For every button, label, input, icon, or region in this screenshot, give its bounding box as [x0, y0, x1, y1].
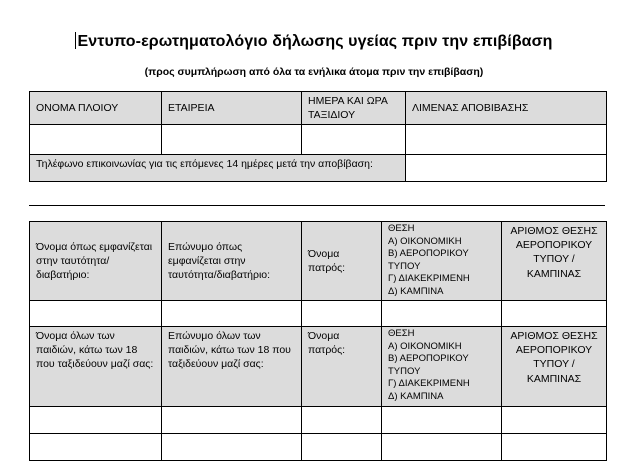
separator-line [29, 205, 605, 206]
trip-info-table [29, 91, 607, 182]
disembark-port-header: ΛΙΜΕΝΑΣ ΑΠΟΒΙΒΑΣΗΣ [406, 92, 607, 125]
children-seat-number-field-1[interactable] [502, 407, 607, 434]
children-last-name-header: Επώνυμο όλων των παιδιών, κάτω των 18 που ταξιδεύουν μαζί σας: [162, 327, 302, 407]
children-first-name-field-1[interactable] [30, 407, 162, 434]
page-subtitle: (προς συμπλήρωση από όλα τα ενήλικα άτομα πριν την επιβίβαση) [144, 66, 484, 78]
adult-seat-number-field[interactable] [502, 301, 607, 327]
children-last-name-field-1[interactable] [162, 407, 302, 434]
adult-last-name-field[interactable] [162, 301, 302, 327]
children-father-name-field-2[interactable] [302, 434, 382, 461]
adult-first-name-field[interactable] [30, 301, 162, 327]
adult-first-name-header: Όνομα όπως εμφανίζεται στην ταυτότητα/ διαβατήριο: [30, 222, 162, 301]
date-time-header: ΗΜΕΡΑ ΚΑΙ ΩΡΑ ΤΑΞΙΔΙΟΥ [302, 92, 406, 125]
phone-field[interactable] [406, 155, 607, 182]
children-seat-class-field-1[interactable] [382, 407, 502, 434]
children-last-name-field-2[interactable] [162, 434, 302, 461]
children-father-name-field-1[interactable] [302, 407, 382, 434]
children-seat-number-field-2[interactable] [502, 434, 607, 461]
page-title-text: Εντυπο-ερωτηματολόγιο δήλωσης υγείας πριν την επιβίβαση [77, 33, 553, 50]
phone-label: Τηλέφωνο επικοινωνίας για τις επόμενες 14 ημέρες μετά την αποβίβαση: [30, 155, 406, 182]
page-title [0, 32, 628, 51]
children-seat-class-header: ΘΕΣΗ Α) ΟΙΚΟΝΟΜΙΚΗ Β) ΑΕΡΟΠΟΡΙΚΟΥ ΤΥΠΟΥ Γ) ΔΙΑΚΕΚΡΙΜΕΝΗ Δ) ΚΑΜΠΙΝΑ [382, 327, 502, 407]
adult-father-name-header: Όνομα πατρός: [302, 222, 382, 301]
adult-seat-class-header: ΘΕΣΗ Α) ΟΙΚΟΝΟΜΙΚΗ Β) ΑΕΡΟΠΟΡΙΚΟΥ ΤΥΠΟΥ Γ) ΔΙΑΚΕΚΡΙΜΕΝΗ Δ) ΚΑΜΠΙΝΑ [382, 222, 502, 301]
adult-father-name-field[interactable] [302, 301, 382, 327]
passenger-table [29, 221, 607, 461]
company-header: ΕΤΑΙΡΕΙΑ [162, 92, 302, 125]
ship-name-header: ΟΝΟΜΑ ΠΛΟΙΟΥ [30, 92, 162, 125]
children-first-name-header: Όνομα όλων των παιδιών, κάτω των 18 που ταξιδεύουν μαζί σας: [30, 327, 162, 407]
children-first-name-field-2[interactable] [30, 434, 162, 461]
children-seat-number-header: ΑΡΙΘΜΟΣ ΘΕΣΗΣ ΑΕΡΟΠΟΡΙΚΟΥ ΤΥΠΟΥ / ΚΑΜΠΙΝΑΣ [502, 327, 607, 407]
adult-seat-number-header: ΑΡΙΘΜΟΣ ΘΕΣΗΣ ΑΕΡΟΠΟΡΙΚΟΥ ΤΥΠΟΥ / ΚΑΜΠΙΝΑΣ [502, 222, 607, 301]
children-seat-class-field-2[interactable] [382, 434, 502, 461]
company-field[interactable] [162, 125, 302, 155]
ship-name-field[interactable] [30, 125, 162, 155]
disembark-port-field[interactable] [406, 125, 607, 155]
date-time-field[interactable] [302, 125, 406, 155]
adult-seat-class-field[interactable] [382, 301, 502, 327]
children-father-name-header: Όνομα πατρός: [302, 327, 382, 407]
adult-last-name-header: Επώνυμο όπως εμφανίζεται στην ταυτότητα/διαβατήριο: [162, 222, 302, 301]
